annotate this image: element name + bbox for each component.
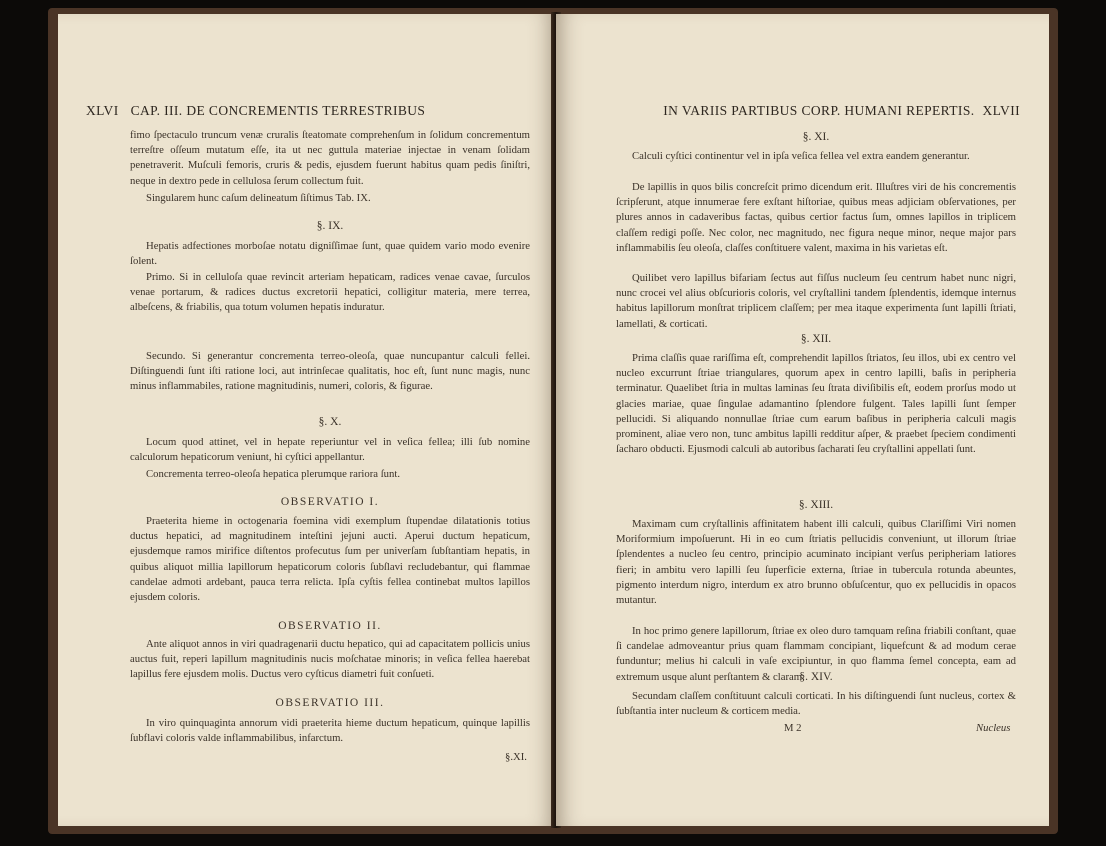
paragraph: Prima claſſis quae rariſſima eſt, comprehendit lapillos ſtriatos, ſeu illos, ubi ex centro vel nucleo excurrunt ſtriae triangulares, quorum apex in centro lapilli, baſis in peripheria terminatur. Quaelibet ſtria in multas laminas ſeu ſtrata diviſibilis eſt, eodem prorſus modo ut glacies mariae, quae ſingulae adamantino ſplendore fulgent. Tales lapilli ſunt ſemper pellucidi. Si aliquando nonnullae ſtriae cum earum baſibus in peripheria calculi magis prominent, aliae vero non, tunc ambitus lapilli redditur aſper, & praebet ſpeciem condimenti ſacharo obducti. Ejusmodi calculi ab autoribus ſacharati ſeu cryſtallini appellati ſunt. bbox=[616, 352, 1016, 456]
section-x-heading bbox=[130, 415, 530, 430]
observatio-3-heading bbox=[130, 696, 530, 711]
left-running-header bbox=[86, 103, 530, 119]
observation-title: OBSERVATIO I. bbox=[280, 496, 380, 508]
left-header-title: CAP. III. DE CONCREMENTIS TERRESTRIBUS bbox=[130, 103, 426, 118]
left-paragraph-6 bbox=[130, 435, 530, 465]
paragraph: Hepatis adfectiones morboſae notatu digniſſimae ſunt, quae quidem vario modo evenire ſolent. bbox=[130, 240, 530, 268]
paragraph: Secundam claſſem conſtituunt calculi corticati. In his diſtinguendi ſunt nucleus, cortex & ſubſtantia inter nucleum & corticem media. bbox=[616, 690, 1016, 718]
section-xii-heading bbox=[616, 332, 1016, 347]
left-page-number: XLVI bbox=[86, 103, 119, 118]
signature-mark: M 2 bbox=[784, 722, 802, 734]
paragraph: Praeterita hieme in octogenaria foemina vidi exemplum ſtupendae dilatationis totius ductus hepatici, ad magnitudinem inteſtini jejuni aucti. Aperui ductum hepaticum, ejusdemque ramos mirifice diſtentos profecutus ſum per univerſam ſubſtantiam hepatis, in quibus aliquot millia lapillorum hepaticorum coloris ſubſlavi recludebantur, qui flammae candelae admoti ardebant, pauca terra relicta. Ipſa cyſtis fellea continebat multos lapillos ejusdem coloris. bbox=[130, 515, 530, 604]
section-xiv-heading bbox=[616, 670, 1016, 685]
paragraph: Primo. Si in celluloſa quae revincit arteriam hepaticam, radices venae cavae, ſurculos venae portarum, & radices ductus excretorii hepatici, colligitur materia, mere terrea, albeſcens, & friabilis, qua totum volumen hepatis induratur. bbox=[130, 271, 530, 314]
section-number: §. XII. bbox=[800, 333, 832, 345]
left-paragraph-10 bbox=[130, 716, 530, 746]
left-paragraph-4 bbox=[130, 270, 530, 316]
right-catchword: Nucleus bbox=[976, 722, 1011, 734]
observation-title: OBSERVATIO II. bbox=[278, 620, 382, 632]
section-number: §. IX. bbox=[316, 220, 344, 232]
paragraph: Ante aliquot annos in viri quadragenarii ductu hepatico, qui ad capacitatem pollicis unius auctus fuit, reperi lapillum magnitudinis nucis moſchatae minoris; in veſica fellea haerebat lapillus fere ejusdem molis. Ductus vero cyſticus diametri fuit conſueti. bbox=[130, 638, 530, 681]
observatio-1-heading bbox=[130, 495, 530, 510]
right-page-number: XLVII bbox=[982, 103, 1020, 118]
left-paragraph-5 bbox=[130, 349, 530, 395]
right-paragraph-7 bbox=[616, 689, 1016, 719]
paragraph: Calculi cyſtici continentur vel in ipſa veſica fellea vel extra eandem generantur. bbox=[632, 150, 970, 162]
left-paragraph-3 bbox=[130, 239, 530, 269]
paragraph: Quilibet vero lapillus bifariam ſectus aut fiſſus nucleum ſeu centrum habet nunc nigri, nunc crocei vel alius obſcurioris coloris, vel cryſtallini tandem ſplendentis, idemque internus habitus lapillorum monſtrat triplicem claſſem; per mea itaque experimenta ſunt lapilli ſtriati, lamellati, & corticati. bbox=[616, 272, 1016, 330]
observation-title: OBSERVATIO III. bbox=[275, 697, 385, 709]
left-paragraph-1 bbox=[130, 128, 530, 189]
section-number: §. XIV. bbox=[799, 671, 833, 683]
paragraph: Secundo. Si generantur concrementa terreo-oleoſa, quae nuncupantur calculi fellei. Diſtinguendi ſunt iſti ratione loci, aut intrinſecae qualitatis, hoc eſt, ſunt nunc magis, nunc minus inflammabiles, ratione magnitudinis, numeri, coloris, & figurae. bbox=[130, 350, 530, 393]
section-number: §. XIII. bbox=[798, 499, 834, 511]
section-ix-heading bbox=[130, 219, 530, 234]
paragraph: Singularem hunc caſum delineatum ſiſtimus Tab. IX. bbox=[146, 192, 371, 204]
left-paragraph-8 bbox=[130, 514, 530, 605]
paragraph: Concrementa terreo-oleoſa hepatica plerumque rariora ſunt. bbox=[146, 468, 401, 480]
observatio-2-heading bbox=[130, 619, 530, 634]
section-xiii-heading bbox=[616, 498, 1016, 513]
paragraph: In viro quinquaginta annorum vidi praeterita hieme ductum hepaticum, quinque lapillis ſubflavi coloris valde inflammabilibus, infarctum. bbox=[130, 717, 530, 745]
right-paragraph-1 bbox=[616, 149, 1016, 164]
paragraph: De lapillis in quos bilis concreſcit primo dicendum erit. Illuſtres viri de his concrementis ſcripſerunt, atque innumerae fere exſtant hiſtoriae, quibus meas adjiciam obſervationes, per plures annos in cadaveribus factas, quibus certior factus ſum, omnes lapillos in triplicem claſſem redigi poſſe. Nec color, nec magnitudo, nec figura neque minor, neque major pars inflammabilis ſeu oleoſa, claſſes conſtituere valent, maxima in his varietas eſt. bbox=[616, 181, 1016, 254]
right-paragraph-4 bbox=[616, 351, 1016, 457]
left-paragraph-7 bbox=[130, 467, 530, 482]
paragraph: Maximam cum cryſtallinis affinitatem habent illi calculi, quibus Clariſſimi Viri nomen Moriformium impoſuerunt. Hi in eo cum ſtriatis pellucidis conveniunt, ut illorum ſtriae ſplendentes a nucleo ſeu centro, principio acuminato incipiant verſus peripheriam latiores fieri; in ambitu vero lapilli ſeu ſuperficie externa, ſtriae in tubercula rotunda abeuntes, pigmento interdum nigro, interdum ex atro brunno obſuſcentur, quo ex pellucidis in opacos mutantur. bbox=[616, 518, 1016, 607]
left-paragraph-2 bbox=[130, 191, 530, 206]
right-running-header bbox=[590, 103, 1020, 119]
right-page bbox=[556, 14, 1049, 826]
paragraph: In hoc primo genere lapillorum, ſtriae ex oleo duro tamquam reſina friabili conſtant, quae ſi candelae admoveantur prius quam flammam concipiant, liquefcunt & ad modum cerae funduntur; melius hi calculi in vaſe excipiuntur, in quo flamma ſemel concepta, eam ad extremum usque alunt perſtantem & claram. bbox=[616, 625, 1016, 683]
right-paragraph-3 bbox=[616, 271, 1016, 332]
section-xi-heading bbox=[616, 130, 1016, 145]
paragraph: Locum quod attinet, vel in hepate reperiuntur vel in veſica fellea; illi ſub nomine calculorum hepaticorum veniunt, hi cyſtici appellantur. bbox=[130, 436, 530, 464]
right-paragraph-2 bbox=[616, 180, 1016, 256]
section-number: §. XI. bbox=[802, 131, 830, 143]
left-catchword: §.XI. bbox=[505, 751, 527, 763]
section-number: §. X. bbox=[318, 416, 342, 428]
left-paragraph-9 bbox=[130, 637, 530, 683]
left-page bbox=[58, 14, 555, 826]
right-header-title: IN VARIIS PARTIBUS CORP. HUMANI REPERTIS. bbox=[663, 103, 975, 118]
paragraph: fimo ſpectaculo truncum venæ cruralis ſteatomate comprehenſum in ſolidum concrementum terreſtre oſſeum mutatum eſſe, ita ut nec guttula materiae injectae in venam ſolidam penetraverit. Muſculi femoris, cruris & pedis, ejusdem fuerunt habitus quam pedis ſiniſtri, neque in dextro pede in cellulosa ſerum collectum fuit. bbox=[130, 129, 530, 187]
right-paragraph-5 bbox=[616, 517, 1016, 608]
